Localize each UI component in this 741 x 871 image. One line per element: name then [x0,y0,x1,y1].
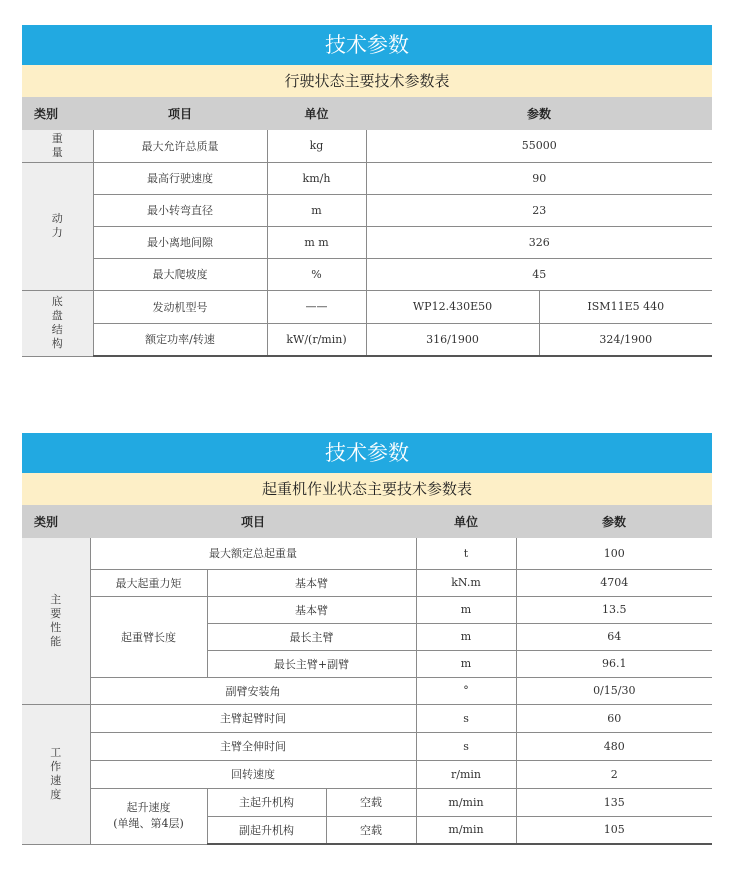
item-cell: 最小离地间隙 [93,226,267,258]
unit-cell: km/h [267,162,366,194]
table-row [22,569,712,596]
value-cell: 60 [516,704,712,732]
value-cell: 55000 [366,130,712,162]
item-cell: 发动机型号 [93,290,267,323]
driving-params-panel [22,25,712,357]
mechanism-cell: 主起升机构 [207,788,326,816]
value-cell: WP12.430E50 [366,290,539,323]
value-cell: ISM11E5 440 [539,290,712,323]
table-row [22,258,712,290]
category-work-speed: 工 作 速 度 [22,704,90,844]
table-row [22,732,712,760]
table-row [22,194,712,226]
value-cell: 45 [366,258,712,290]
value-cell: 64 [516,623,712,650]
panel-title: 技术参数 [22,433,712,473]
value-cell: 2 [516,760,712,788]
unit-cell: m/min [416,788,516,816]
header-item: 项目 [90,505,416,538]
item-cell: 额定功率/转速 [93,323,267,356]
unit-cell: r/min [416,760,516,788]
unit-cell: % [267,258,366,290]
unit-cell: m [416,650,516,677]
table-row [22,226,712,258]
value-cell: 135 [516,788,712,816]
item-cell: 最小转弯直径 [93,194,267,226]
value-cell: 326 [366,226,712,258]
table-subtitle: 行驶状态主要技术参数表 [22,65,712,97]
item-cell: 最长主臂 [207,623,416,650]
driving-params-table [22,97,712,357]
unit-cell: m/min [416,816,516,844]
table-row [22,130,712,162]
item-cell: 基本臂 [207,596,416,623]
state-cell: 空载 [326,816,416,844]
mechanism-cell: 副起升机构 [207,816,326,844]
category-power: 动 力 [22,162,93,290]
table-header-row [22,505,712,538]
unit-cell: m [267,194,366,226]
header-category: 类别 [22,97,93,130]
header-param: 参数 [516,505,712,538]
table-row [22,290,712,323]
panel-title: 技术参数 [22,25,712,65]
group-cell: 起重臂长度 [90,596,207,677]
item-cell: 最高行驶速度 [93,162,267,194]
value-cell: 100 [516,538,712,569]
value-cell: 90 [366,162,712,194]
unit-cell: ° [416,677,516,704]
header-category: 类别 [22,505,90,538]
value-cell: 4704 [516,569,712,596]
item-cell: 副臂安装角 [90,677,416,704]
unit-cell: kN.m [416,569,516,596]
category-chassis: 底 盘 结 构 [22,290,93,356]
item-cell: 最大允许总质量 [93,130,267,162]
table-row [22,704,712,732]
group-cell: 最大起重力矩 [90,569,207,596]
category-weight: 重 量 [22,130,93,162]
value-cell: 0/15/30 [516,677,712,704]
table-row [22,788,712,816]
category-main-performance: 主 要 性 能 [22,538,90,704]
crane-params-panel [22,433,712,845]
header-param: 参数 [366,97,712,130]
unit-cell: t [416,538,516,569]
item-cell: 最大额定总起重量 [90,538,416,569]
item-cell: 基本臂 [207,569,416,596]
table-row [22,162,712,194]
value-cell: 480 [516,732,712,760]
unit-cell: m [416,596,516,623]
unit-cell: s [416,732,516,760]
state-cell: 空载 [326,788,416,816]
table-header-row [22,97,712,130]
unit-cell: m m [267,226,366,258]
table-row [22,596,712,623]
header-unit: 单位 [416,505,516,538]
header-unit: 单位 [267,97,366,130]
unit-cell: kg [267,130,366,162]
value-cell: 96.1 [516,650,712,677]
item-cell: 最大爬坡度 [93,258,267,290]
value-cell: 324/1900 [539,323,712,356]
crane-params-table [22,505,712,845]
table-row [22,538,712,569]
item-cell: 回转速度 [90,760,416,788]
value-cell: 23 [366,194,712,226]
table-row [22,760,712,788]
item-cell: 主臂全伸时间 [90,732,416,760]
unit-cell: —— [267,290,366,323]
item-cell: 主臂起臂时间 [90,704,416,732]
item-cell: 最长主臂+副臂 [207,650,416,677]
unit-cell: kW/(r/min) [267,323,366,356]
group-cell-hoist-speed: 起升速度 (单绳、第4层) [90,788,207,844]
unit-cell: s [416,704,516,732]
header-item: 项目 [93,97,267,130]
value-cell: 13.5 [516,596,712,623]
table-row [22,677,712,704]
value-cell: 316/1900 [366,323,539,356]
unit-cell: m [416,623,516,650]
table-subtitle: 起重机作业状态主要技术参数表 [22,473,712,505]
value-cell: 105 [516,816,712,844]
table-row [22,323,712,356]
